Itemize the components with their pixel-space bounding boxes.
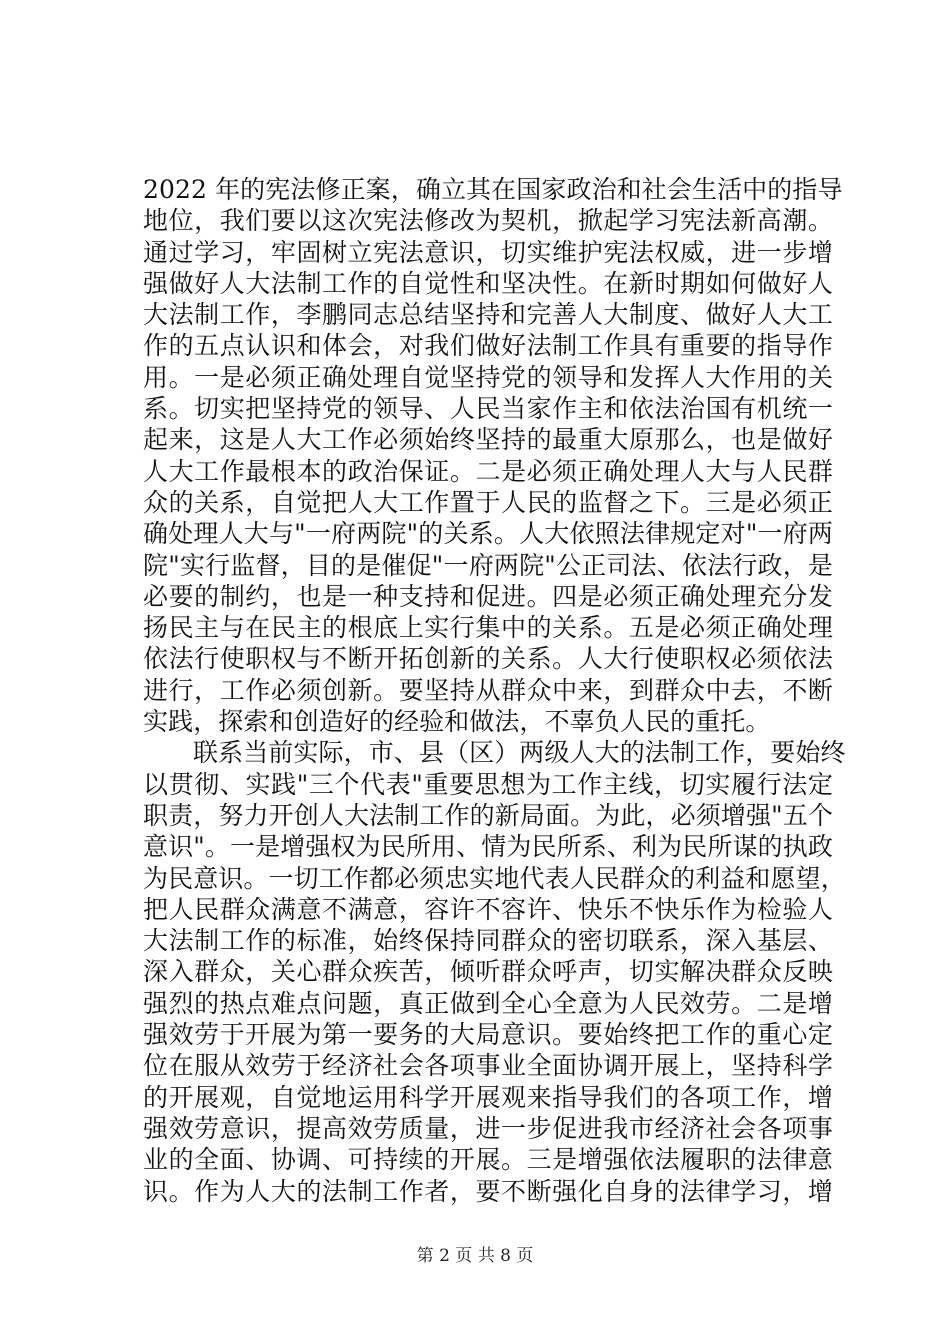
text-line: 业的全面、协调、可持续的开展。三是增强依法履职的法律意 <box>143 1145 833 1175</box>
text-line: 确处理人大与"一府两院"的关系。人大依照法律规定对"一府两 <box>143 519 833 549</box>
text-line: 意识"。一是增强权为民所用、情为民所系、利为民所谋的执政 <box>143 832 833 862</box>
text-line: 用。一是必须正确处理自觉坚持党的领导和发挥人大作用的关 <box>143 362 833 392</box>
text-line: 深入群众，关心群众疾苦，倾听群众呼声，切实解决群众反映 <box>143 957 833 987</box>
text-line: 扬民主与在民主的根底上实行集中的关系。五是必须正确处理 <box>143 613 833 643</box>
text-line: 大法制工作的标准，始终保持同群众的密切联系，深入基层、 <box>143 926 833 956</box>
text-line: 2022 年的宪法修正案，确立其在国家政治和社会生活中的指导 <box>143 175 843 204</box>
text-line: 依法行使职权与不断开拓创新的关系。人大行使职权必须依法 <box>143 644 833 674</box>
text-line: 人大工作最根本的政治保证。二是必须正确处理人大与人民群 <box>143 456 833 486</box>
text-line: 大法制工作，李鹏同志总结坚持和完善人大制度、做好人大工 <box>143 300 833 330</box>
paragraph-start-line: 联系当前实际，市、县（区）两级人大的法制工作，要始终 <box>193 738 846 768</box>
paragraph-end-line: 实践，探索和创造好的经验和做法，不辜负人民的重托。 <box>143 707 771 737</box>
text-line: 识。作为人大的法制工作者，要不断强化自身的法律学习，增 <box>143 1176 833 1206</box>
text-line: 起来，这是人大工作必须始终坚持的最重大原那么，也是做好 <box>143 425 833 455</box>
text-line: 进行，工作必须创新。要坚持从群众中来，到群众中去，不断 <box>143 675 833 705</box>
text-line: 强烈的热点难点问题，真正做到全心全意为人民效劳。二是增 <box>143 988 833 1018</box>
text-line: 为民意识。一切工作都必须忠实地代表人民群众的利益和愿望， <box>143 863 846 893</box>
text-line: 职责，努力开创人大法制工作的新局面。为此，必须增强"五个 <box>143 800 833 830</box>
page-number: 第 2 页 共 8 页 <box>416 1246 534 1266</box>
text-line: 系。切实把坚持党的领导、人民当家作主和依法治国有机统一 <box>143 394 833 424</box>
text-line: 作的五点认识和体会，对我们做好法制工作具有重要的指导作 <box>143 331 833 361</box>
text-line: 强效劳意识，提高效劳质量，进一步促进我市经济社会各项事 <box>143 1113 833 1143</box>
text-line: 众的关系，自觉把人大工作置于人民的监督之下。三是必须正 <box>143 487 833 517</box>
text-line: 地位，我们要以这次宪法修改为契机，掀起学习宪法新高潮。 <box>143 206 833 236</box>
body-text <box>143 174 846 1207</box>
text-line: 位在服从效劳于经济社会各项事业全面协调开展上，坚持科学 <box>143 1051 833 1081</box>
text-line: 通过学习，牢固树立宪法意识，切实维护宪法权威，进一步增 <box>143 237 833 267</box>
text-line: 院"实行监督，目的是催促"一府两院"公正司法、依法行政，是 <box>143 550 833 580</box>
text-line: 把人民群众满意不满意，容许不容许、快乐不快乐作为检验人 <box>143 894 833 924</box>
text-line: 强做好人大法制工作的自觉性和坚决性。在新时期如何做好人 <box>143 268 833 298</box>
text-line: 必要的制约，也是一种支持和促进。四是必须正确处理充分发 <box>143 581 833 611</box>
page-footer <box>0 1244 950 1268</box>
text-line: 强效劳于开展为第一要务的大局意识。要始终把工作的重心定 <box>143 1020 833 1050</box>
text-line: 的开展观，自觉地运用科学开展观来指导我们的各项工作，增 <box>143 1082 833 1112</box>
text-line: 以贯彻、实践"三个代表"重要思想为工作主线，切实履行法定 <box>143 769 833 799</box>
